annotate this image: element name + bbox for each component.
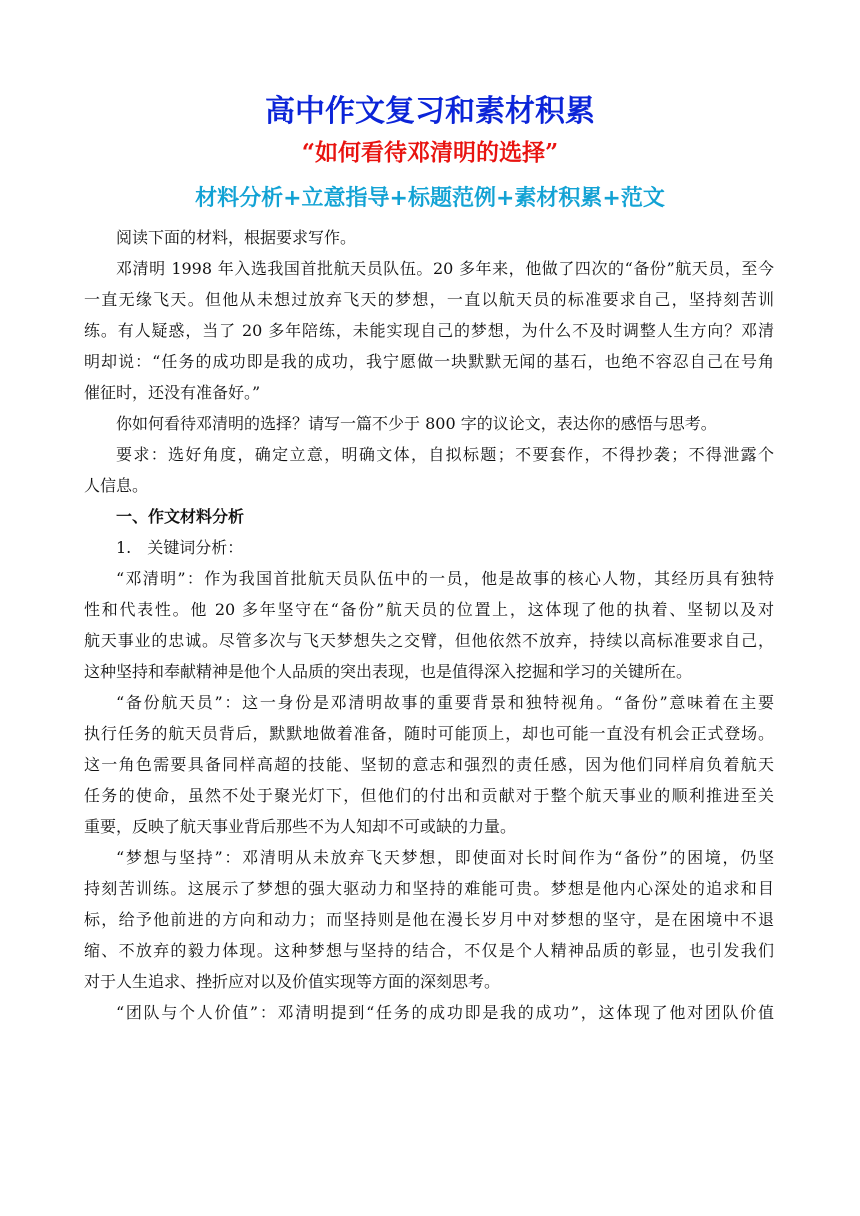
paragraph-line: 航天事业的忠诚。尽管多次与飞天梦想失之交臂，但他依然不放弃，持续以高标准要求自己， [84, 631, 774, 650]
paragraph-line: 执行任务的航天员背后，默默地做着准备，随时可能顶上，却也可能一直没有机会正式登场。 [84, 724, 774, 743]
section-heading: 一、作文材料分析 [116, 507, 245, 526]
paragraph-line: 要求：选好角度，确定立意，明确文体，自拟标题；不要套作，不得抄袭；不得泄露个 [116, 445, 774, 464]
paragraph-line: 一直无缘飞天。但他从未想过放弃飞天的梦想，一直以航天员的标准要求自己，坚持刻苦训 [84, 290, 774, 309]
paragraph-line: “梦想与坚持”：邓清明从未放弃飞天梦想，即使面对长时间作为“备份”的困境，仍坚 [116, 848, 774, 867]
paragraph-line: 人信息。 [84, 476, 149, 495]
subsection-heading: 1. 关键词分析： [116, 538, 244, 557]
paragraph-line: 这种坚持和奉献精神是他个人品质的突出表现，也是值得深入挖掘和学习的关键所在。 [84, 662, 693, 681]
paragraph-line: “团队与个人价值”：邓清明提到“任务的成功即是我的成功”，这体现了他对团队价值 [116, 1003, 774, 1022]
paragraph-line: 标，给予他前进的方向和动力；而坚持则是他在漫长岁月中对梦想的坚守，是在困境中不退 [84, 910, 774, 929]
paragraph-line: 对于人生追求、挫折应对以及价值实现等方面的深刻思考。 [84, 972, 501, 991]
paragraph-line: 这一角色需要具备同样高超的技能、坚韧的意志和强烈的责任感，因为他们同样肩负着航天 [84, 755, 774, 774]
paragraph-line: “备份航天员”：这一身份是邓清明故事的重要背景和独特视角。“备份”意味着在主要 [116, 693, 774, 712]
paragraph-line: 缩、不放弃的毅力体现。这种梦想与坚持的结合，不仅是个人精神品质的彰显，也引发我们 [84, 941, 774, 960]
body-text [84, 222, 774, 1028]
document-tagline: 材料分析+立意指导+标题范例+素材积累+范文 [195, 186, 665, 211]
document-title: 高中作文复习和素材积累 [265, 94, 595, 129]
paragraph-line: 你如何看待邓清明的选择？请写一篇不少于 800 字的议论文，表达你的感悟与思考。 [116, 414, 717, 433]
document-subtitle: “如何看待邓清明的选择” [301, 139, 559, 166]
paragraph-line: 持刻苦训练。这展示了梦想的强大驱动力和坚持的难能可贵。梦想是他内心深处的追求和目 [84, 879, 774, 898]
paragraph-line: 练。有人疑惑，当了 20 多年陪练，未能实现自己的梦想，为什么不及时调整人生方向？邓清 [84, 321, 774, 340]
paragraph-line: “邓清明”：作为我国首批航天员队伍中的一员，他是故事的核心人物，其经历具有独特 [116, 569, 774, 588]
paragraph-line: 重要，反映了航天事业背后那些不为人知却不可或缺的力量。 [84, 817, 517, 836]
paragraph-line: 性和代表性。他 20 多年坚守在“备份”航天员的位置上，这体现了他的执着、坚韧以及对 [84, 600, 774, 619]
paragraph-line: 明却说：“任务的成功即是我的成功，我宁愿做一块默默无闻的基石，也绝不容忍自己在号角 [84, 352, 774, 371]
paragraph-line: 邓清明 1998 年入选我国首批航天员队伍。20 多年来，他做了四次的“备份”航天员，至今 [116, 259, 774, 278]
paragraph-line: 任务的使命，虽然不处于聚光灯下，但他们的付出和贡献对于整个航天事业的顺利推进至关 [84, 786, 774, 805]
paragraph-line: 阅读下面的材料，根据要求写作。 [116, 228, 357, 247]
paragraph-line: 催征时，还没有准备好。” [84, 383, 261, 402]
